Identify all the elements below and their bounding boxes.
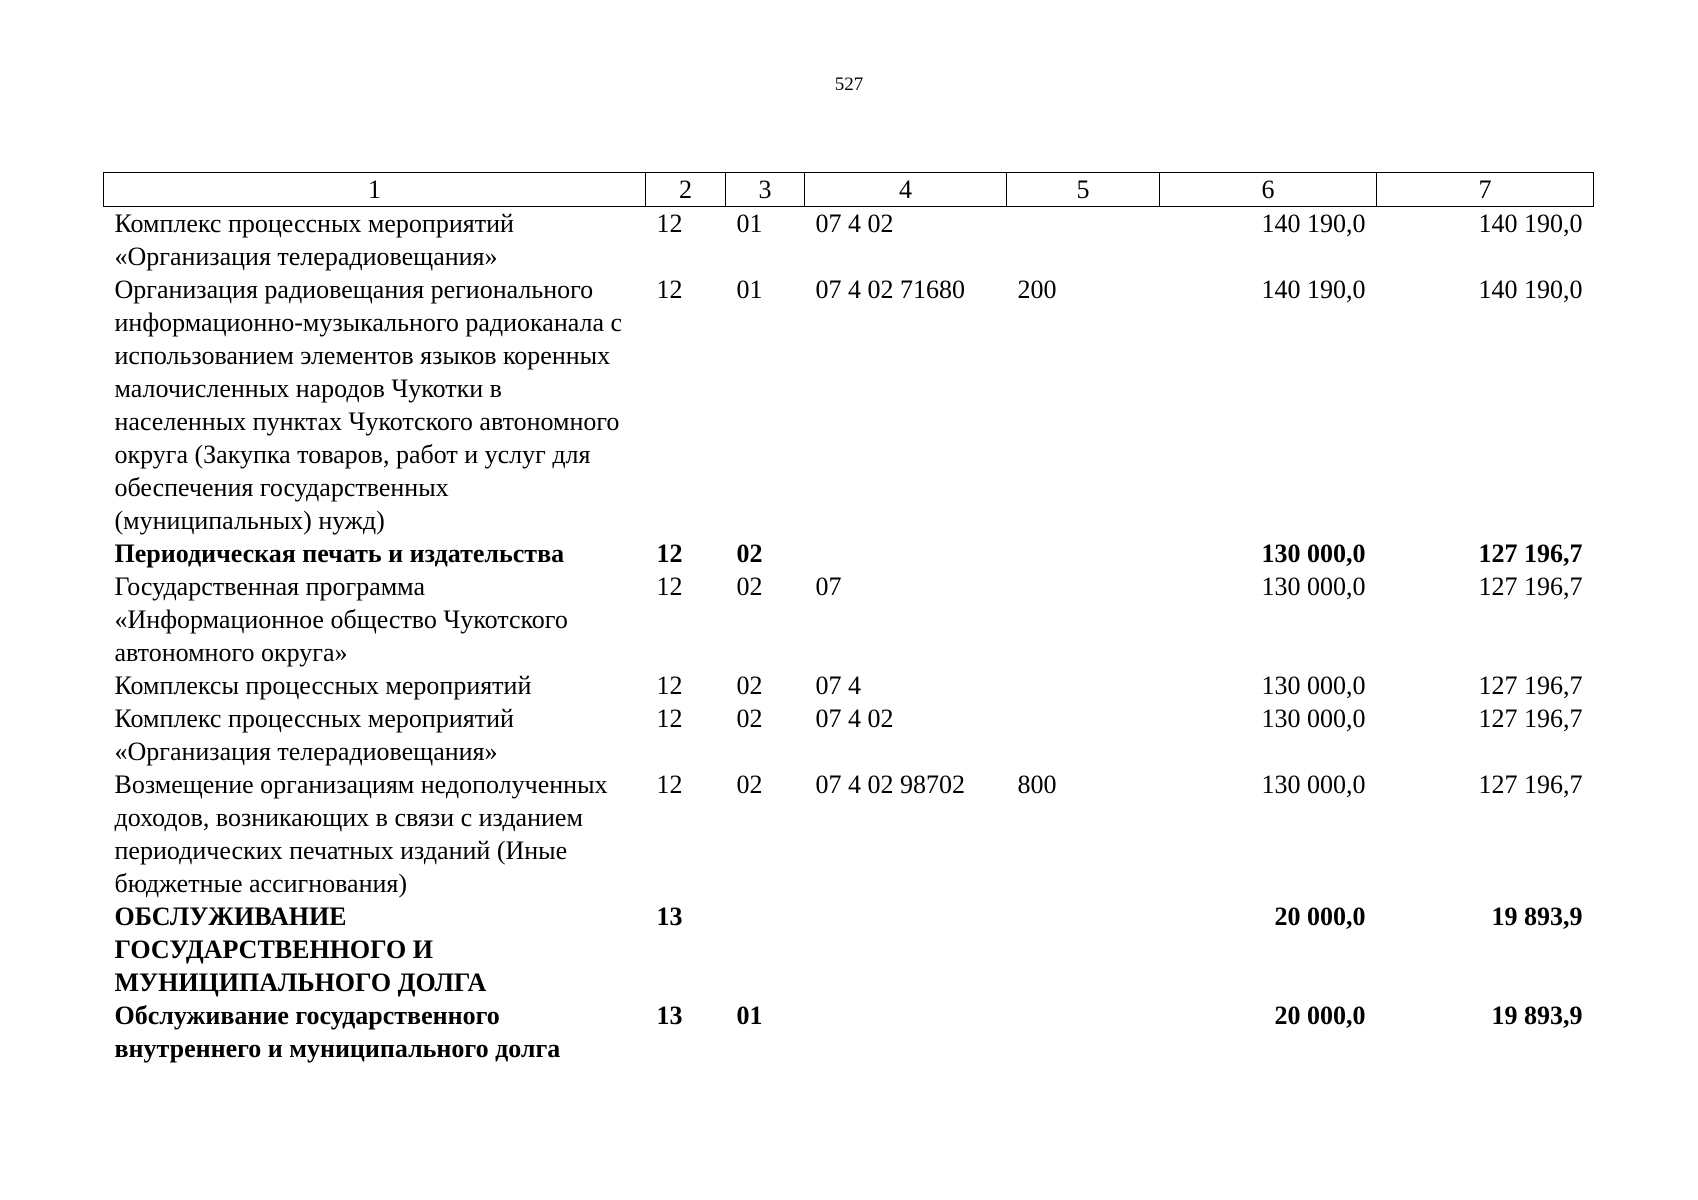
row-target-code (805, 900, 1007, 999)
header-cell-6: 6 (1160, 173, 1377, 207)
row-section: 12 (656, 275, 683, 304)
row-amount-7: 19 893,9 (1491, 902, 1583, 931)
table-row (104, 702, 1594, 768)
row-expense-type (1007, 900, 1160, 999)
row-amount-6: 140 190,0 (1261, 209, 1366, 238)
row-expense-type (1007, 207, 1160, 274)
page-number: 527 (834, 74, 864, 95)
header-cell-3: 3 (726, 173, 805, 207)
row-amount-6: 130 000,0 (1261, 539, 1366, 568)
row-name: Обслуживание государственного внутреннего и муниципального долга (114, 1001, 561, 1063)
table-header (104, 173, 1594, 207)
row-section: 12 (656, 671, 683, 700)
row-amount-7: 140 190,0 (1478, 275, 1583, 304)
row-amount-7: 19 893,9 (1491, 1001, 1583, 1030)
row-amount-7: 140 190,0 (1478, 209, 1583, 238)
row-name: Возмещение организациям недополученных доходов, возникающих в связи с изданием периодических печатных изданий (Иные бюджетные ассигнования) (114, 770, 608, 898)
header-cell-4: 4 (805, 173, 1007, 207)
row-amount-7: 127 196,7 (1478, 704, 1583, 733)
row-name: Комплекс процессных мероприятий «Организация телерадиовещания» (114, 704, 514, 766)
row-section: 13 (656, 1001, 683, 1030)
row-expense-type (1007, 537, 1160, 570)
row-amount-6: 130 000,0 (1261, 572, 1366, 601)
row-target-code: 07 4 02 71680 (815, 275, 965, 304)
row-expense-type: 200 (1017, 275, 1057, 304)
row-subsection: 02 (736, 704, 763, 733)
row-expense-type (1007, 702, 1160, 768)
row-expense-type (1007, 999, 1160, 1065)
row-subsection (726, 900, 805, 999)
row-section: 12 (656, 770, 683, 799)
row-amount-6: 130 000,0 (1261, 704, 1366, 733)
row-subsection: 01 (736, 209, 763, 238)
row-subsection: 02 (736, 572, 763, 601)
row-expense-type (1007, 669, 1160, 702)
row-section: 12 (656, 572, 683, 601)
row-subsection: 02 (736, 671, 763, 700)
table-row (104, 900, 1594, 999)
row-amount-7: 127 196,7 (1478, 539, 1583, 568)
row-section: 13 (656, 902, 683, 931)
row-name: Комплексы процессных мероприятий (114, 671, 532, 700)
row-subsection: 01 (736, 275, 763, 304)
table-body (104, 207, 1594, 1066)
table-row (104, 999, 1594, 1065)
row-subsection: 02 (736, 539, 763, 568)
table-row (104, 273, 1594, 537)
table-row (104, 570, 1594, 669)
row-subsection: 02 (736, 770, 763, 799)
row-section: 12 (656, 704, 683, 733)
row-expense-type (1007, 570, 1160, 669)
row-amount-7: 127 196,7 (1478, 671, 1583, 700)
table-row (104, 669, 1594, 702)
row-amount-6: 20 000,0 (1274, 902, 1366, 931)
table-row (104, 537, 1594, 570)
row-amount-7: 127 196,7 (1478, 572, 1583, 601)
row-section: 12 (656, 209, 683, 238)
row-target-code (805, 999, 1007, 1065)
row-target-code (805, 537, 1007, 570)
row-section: 12 (656, 539, 683, 568)
header-row (104, 173, 1594, 207)
header-cell-1: 1 (104, 173, 646, 207)
header-cell-5: 5 (1007, 173, 1160, 207)
header-cell-7: 7 (1377, 173, 1594, 207)
row-target-code: 07 4 02 (815, 209, 894, 238)
row-subsection: 01 (736, 1001, 763, 1030)
row-target-code: 07 (815, 572, 842, 601)
header-cell-2: 2 (646, 173, 726, 207)
table-row (104, 207, 1594, 274)
row-amount-6: 130 000,0 (1261, 770, 1366, 799)
row-amount-7: 127 196,7 (1478, 770, 1583, 799)
table-row (104, 768, 1594, 900)
row-amount-6: 20 000,0 (1274, 1001, 1366, 1030)
row-amount-6: 140 190,0 (1261, 275, 1366, 304)
row-target-code: 07 4 (815, 671, 861, 700)
row-name: Организация радиовещания регионального информационно-музыкального радиоканала с использованием элементов языков коренных малочисленных народов Чукотки в населенных пунктах Чукотского автономного округа (Закупка товаров, работ и услуг для обеспечения государственных (муниципальных) нужд) (114, 275, 623, 535)
row-name: Комплекс процессных мероприятий «Организация телерадиовещания» (114, 209, 514, 271)
row-target-code: 07 4 02 98702 (815, 770, 965, 799)
row-name: Государственная программа «Информационное общество Чукотского автономного округа» (114, 572, 568, 667)
row-amount-6: 130 000,0 (1261, 671, 1366, 700)
row-name: ОБСЛУЖИВАНИЕ ГОСУДАРСТВЕННОГО И МУНИЦИПАЛЬНОГО ДОЛГА (114, 902, 487, 997)
budget-table (103, 172, 1594, 1065)
row-expense-type: 800 (1017, 770, 1057, 799)
row-target-code: 07 4 02 (815, 704, 894, 733)
row-name: Периодическая печать и издательства (114, 539, 565, 568)
